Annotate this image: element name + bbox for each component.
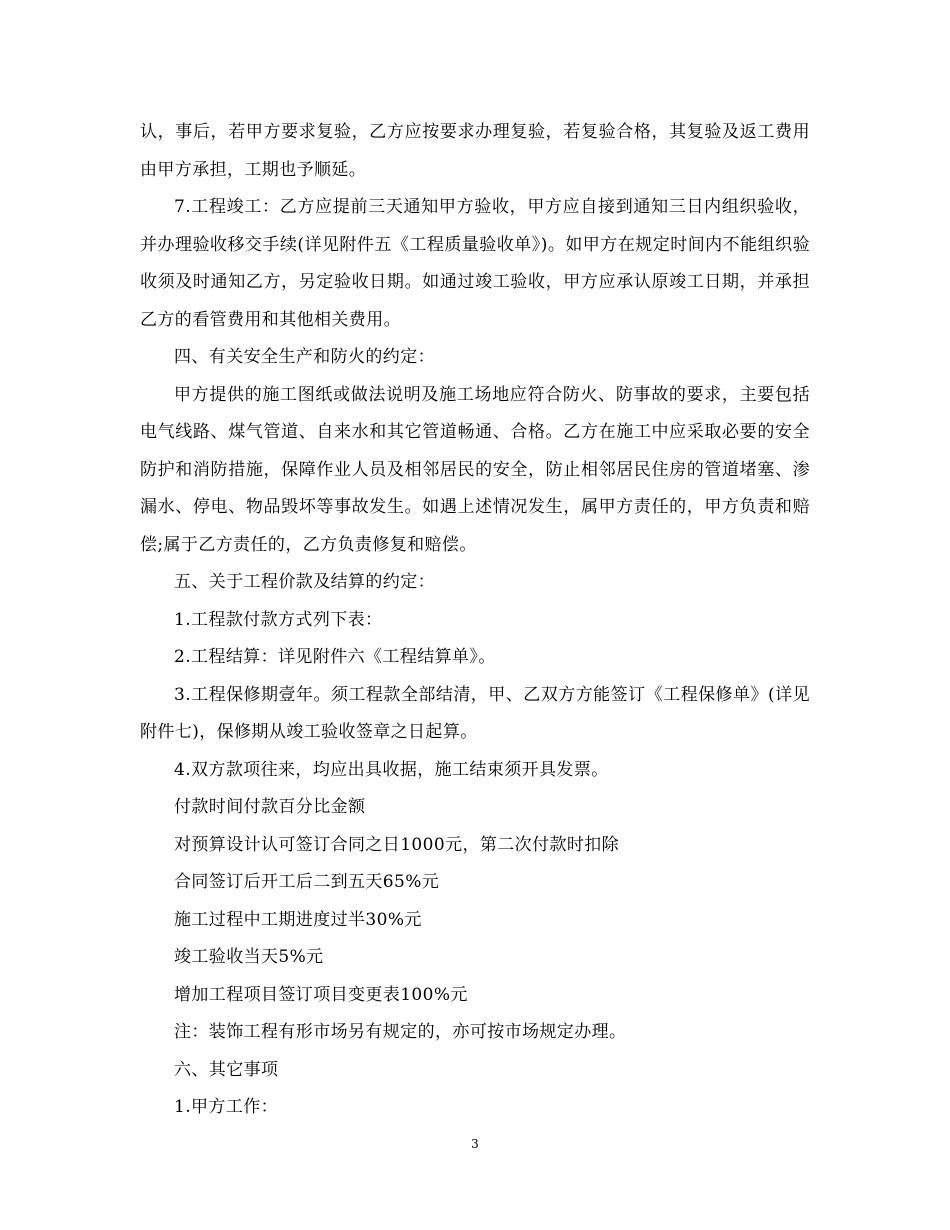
page-number: 3 [471, 1137, 479, 1151]
paragraph-safety-fire: 甲方提供的施工图纸或做法说明及施工场地应符合防火、防事故的要求，主要包括电气线路、煤气管道、自来水和其它管道畅通、合格。乙方在施工中应采取必要的安全防护和消防措施，保障作业人员及相邻居民的安全，防止相邻居民住房的管道堵塞、渗漏水、停电、物品毁坏等事故发生。如遇上述情况发生，属甲方责任的，甲方负责和赔偿;属于乙方责任的，乙方负责修复和赔偿。 [140, 384, 810, 555]
section-heading-other-matters: 六、其它事项 [174, 1059, 279, 1080]
payment-table-row: 施工过程中工期进度过半30%元 [174, 909, 422, 930]
payment-table-row: 合同签订后开工后二到五天65%元 [174, 872, 440, 892]
paragraph-acceptance-recheck: 认，事后，若甲方要求复验，乙方应按要求办理复验，若复验合格，其复验及返工费用由甲方承担，工期也予顺延。 [140, 122, 810, 180]
document-body [140, 114, 810, 1127]
payment-table-row: 对预算设计认可签订合同之日1000元，第二次付款时扣除 [174, 834, 620, 855]
section-heading-safety-fire: 四、有关安全生产和防火的约定： [174, 347, 435, 367]
paragraph-receipts: 4.双方款项往来，均应出具收据，施工结束须开具发票。 [174, 759, 609, 780]
payment-table-header: 付款时间付款百分比金额 [174, 797, 366, 817]
paragraph-warranty: 3.工程保修期壹年。须工程款全部结清，甲、乙双方方能签订《工程保修单》(详见附件七)，保修期从竣工验收签章之日起算。 [140, 684, 810, 742]
payment-table-row: 竣工验收当天5%元 [174, 947, 324, 967]
paragraph-note-market: 注：装饰工程有形市场另有规定的，亦可按市场规定办理。 [174, 1022, 627, 1042]
payment-table-row: 增加工程项目签订项目变更表100%元 [174, 984, 468, 1005]
section-heading-price-settlement: 五、关于工程价款及结算的约定： [174, 572, 435, 592]
paragraph-payment-method: 1.工程款付款方式列下表： [174, 609, 383, 630]
payment-table [140, 789, 810, 1014]
paragraph-project-completion: 7.工程竣工：乙方应提前三天通知甲方验收，甲方应自接到通知三日内组织验收，并办理验收移交手续(详见附件五《工程质量验收单》)。如甲方在规定时间内不能组织验收须及时通知乙方，另定验收日期。如通过竣工验收，甲方应承认原竣工日期，并承担乙方的看管费用和其他相关费用。 [140, 197, 810, 330]
paragraph-party-a-work: 1.甲方工作： [174, 1097, 279, 1117]
paragraph-settlement: 2.工程结算：详见附件六《工程结算单》。 [174, 647, 496, 667]
